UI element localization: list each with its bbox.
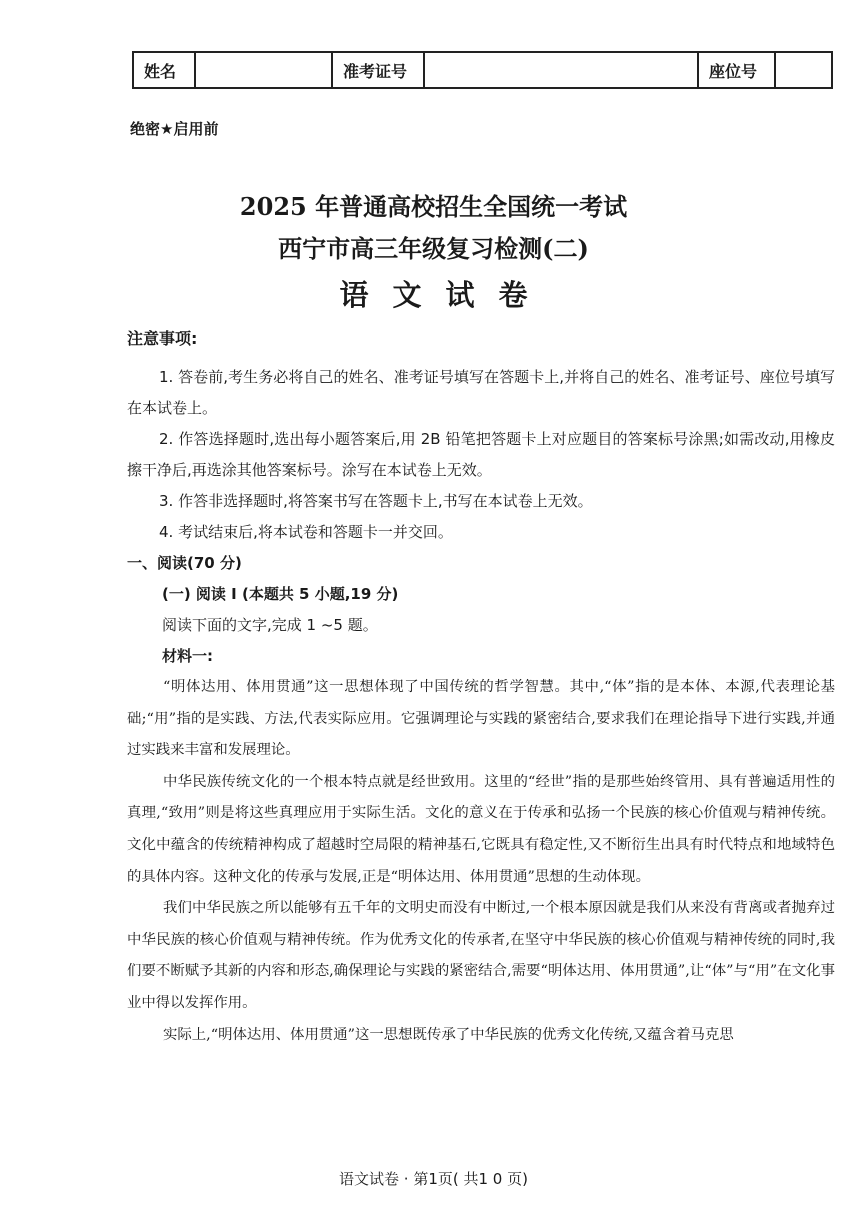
name-label: 姓名 [133, 52, 195, 88]
exam-id-label: 准考证号 [332, 52, 424, 88]
note-item: 2. 作答选择题时,选出每小题答案后,用 2B 铅笔把答题卡上对应题目的答案标号涂黑;如需改动,用橡皮擦干净后,再选涂其他答案标号。涂写在本试卷上无效。 [127, 430, 835, 479]
exam-id-field[interactable] [424, 52, 698, 88]
material-label: 材料一: [162, 647, 213, 665]
passage-paragraph: 中华民族传统文化的一个根本特点就是经世致用。这里的“经世”指的是那些始终管用、具有普遍适用性的真理,“致用”则是将这些真理应用于实际生活。文化的意义在于传承和弘扬一个民族的核心价值观与精神传统。文化中蕴含的传统精神构成了超越时空局限的精神基石,它既具有稳定性,又不断衍生出具有时代特点和地域特色的具体内容。这种文化的传承与发展,正是“明体达用、体用贯通”思想的生动体现。 [127, 773, 835, 885]
seat-field[interactable] [775, 52, 832, 88]
paper-body [127, 326, 835, 1051]
candidate-info-table [132, 51, 833, 89]
page-footer: 语文试卷 · 第1页( 共1 0 页) [339, 1170, 528, 1188]
exam-subtitle: 西宁市高三年级复习检测(二) [278, 234, 589, 263]
note-item: 1. 答卷前,考生务必将自己的姓名、准考证号填写在答题卡上,并将自己的姓名、准考证号、座位号填写在本试卷上。 [127, 368, 835, 417]
paper-title: 语文试卷 [339, 278, 552, 312]
seat-label: 座位号 [698, 52, 775, 88]
passage-paragraph: 实际上,“明体达用、体用贯通”这一思想既传承了中华民族的优秀文化传统,又蕴含着马克思 [163, 1026, 734, 1043]
instruction-text: 阅读下面的文字,完成 1 ~5 题。 [162, 616, 378, 634]
exam-title: 2025 年普通高校招生全国统一考试 [239, 192, 628, 221]
note-item: 3. 作答非选择题时,将答案书写在答题卡上,书写在本试卷上无效。 [159, 492, 593, 510]
passage-paragraph: 我们中华民族之所以能够有五千年的文明史而没有中断过,一个根本原因就是我们从来没有背离或者抛弃过中华民族的核心价值观与精神传统。作为优秀文化的传承者,在坚守中华民族的核心价值观与精神传统的同时,我们要不断赋予其新的内容和形态,确保理论与实践的紧密结合,需要“明体达用、体用贯通”,让“体”与“用”在文化事业中得以发挥作用。 [127, 900, 835, 1011]
confidential-mark: 绝密★启用前 [130, 120, 219, 138]
name-field[interactable] [195, 52, 332, 88]
subsection-heading: (一) 阅读 I (本题共 5 小题,19 分) [162, 585, 399, 603]
section-heading: 一、阅读(70 分) [127, 554, 242, 572]
note-item: 4. 考试结束后,将本试卷和答题卡一并交回。 [159, 523, 453, 541]
passage-paragraph: “明体达用、体用贯通”这一思想体现了中国传统的哲学智慧。其中,“体”指的是本体、本源,代表理论基础;“用”指的是实践、方法,代表实际应用。它强调理论与实践的紧密结合,要求我们在理论指导下进行实践,并通过实践来丰富和发展理论。 [127, 679, 835, 759]
notes-heading: 注意事项: [127, 329, 198, 348]
